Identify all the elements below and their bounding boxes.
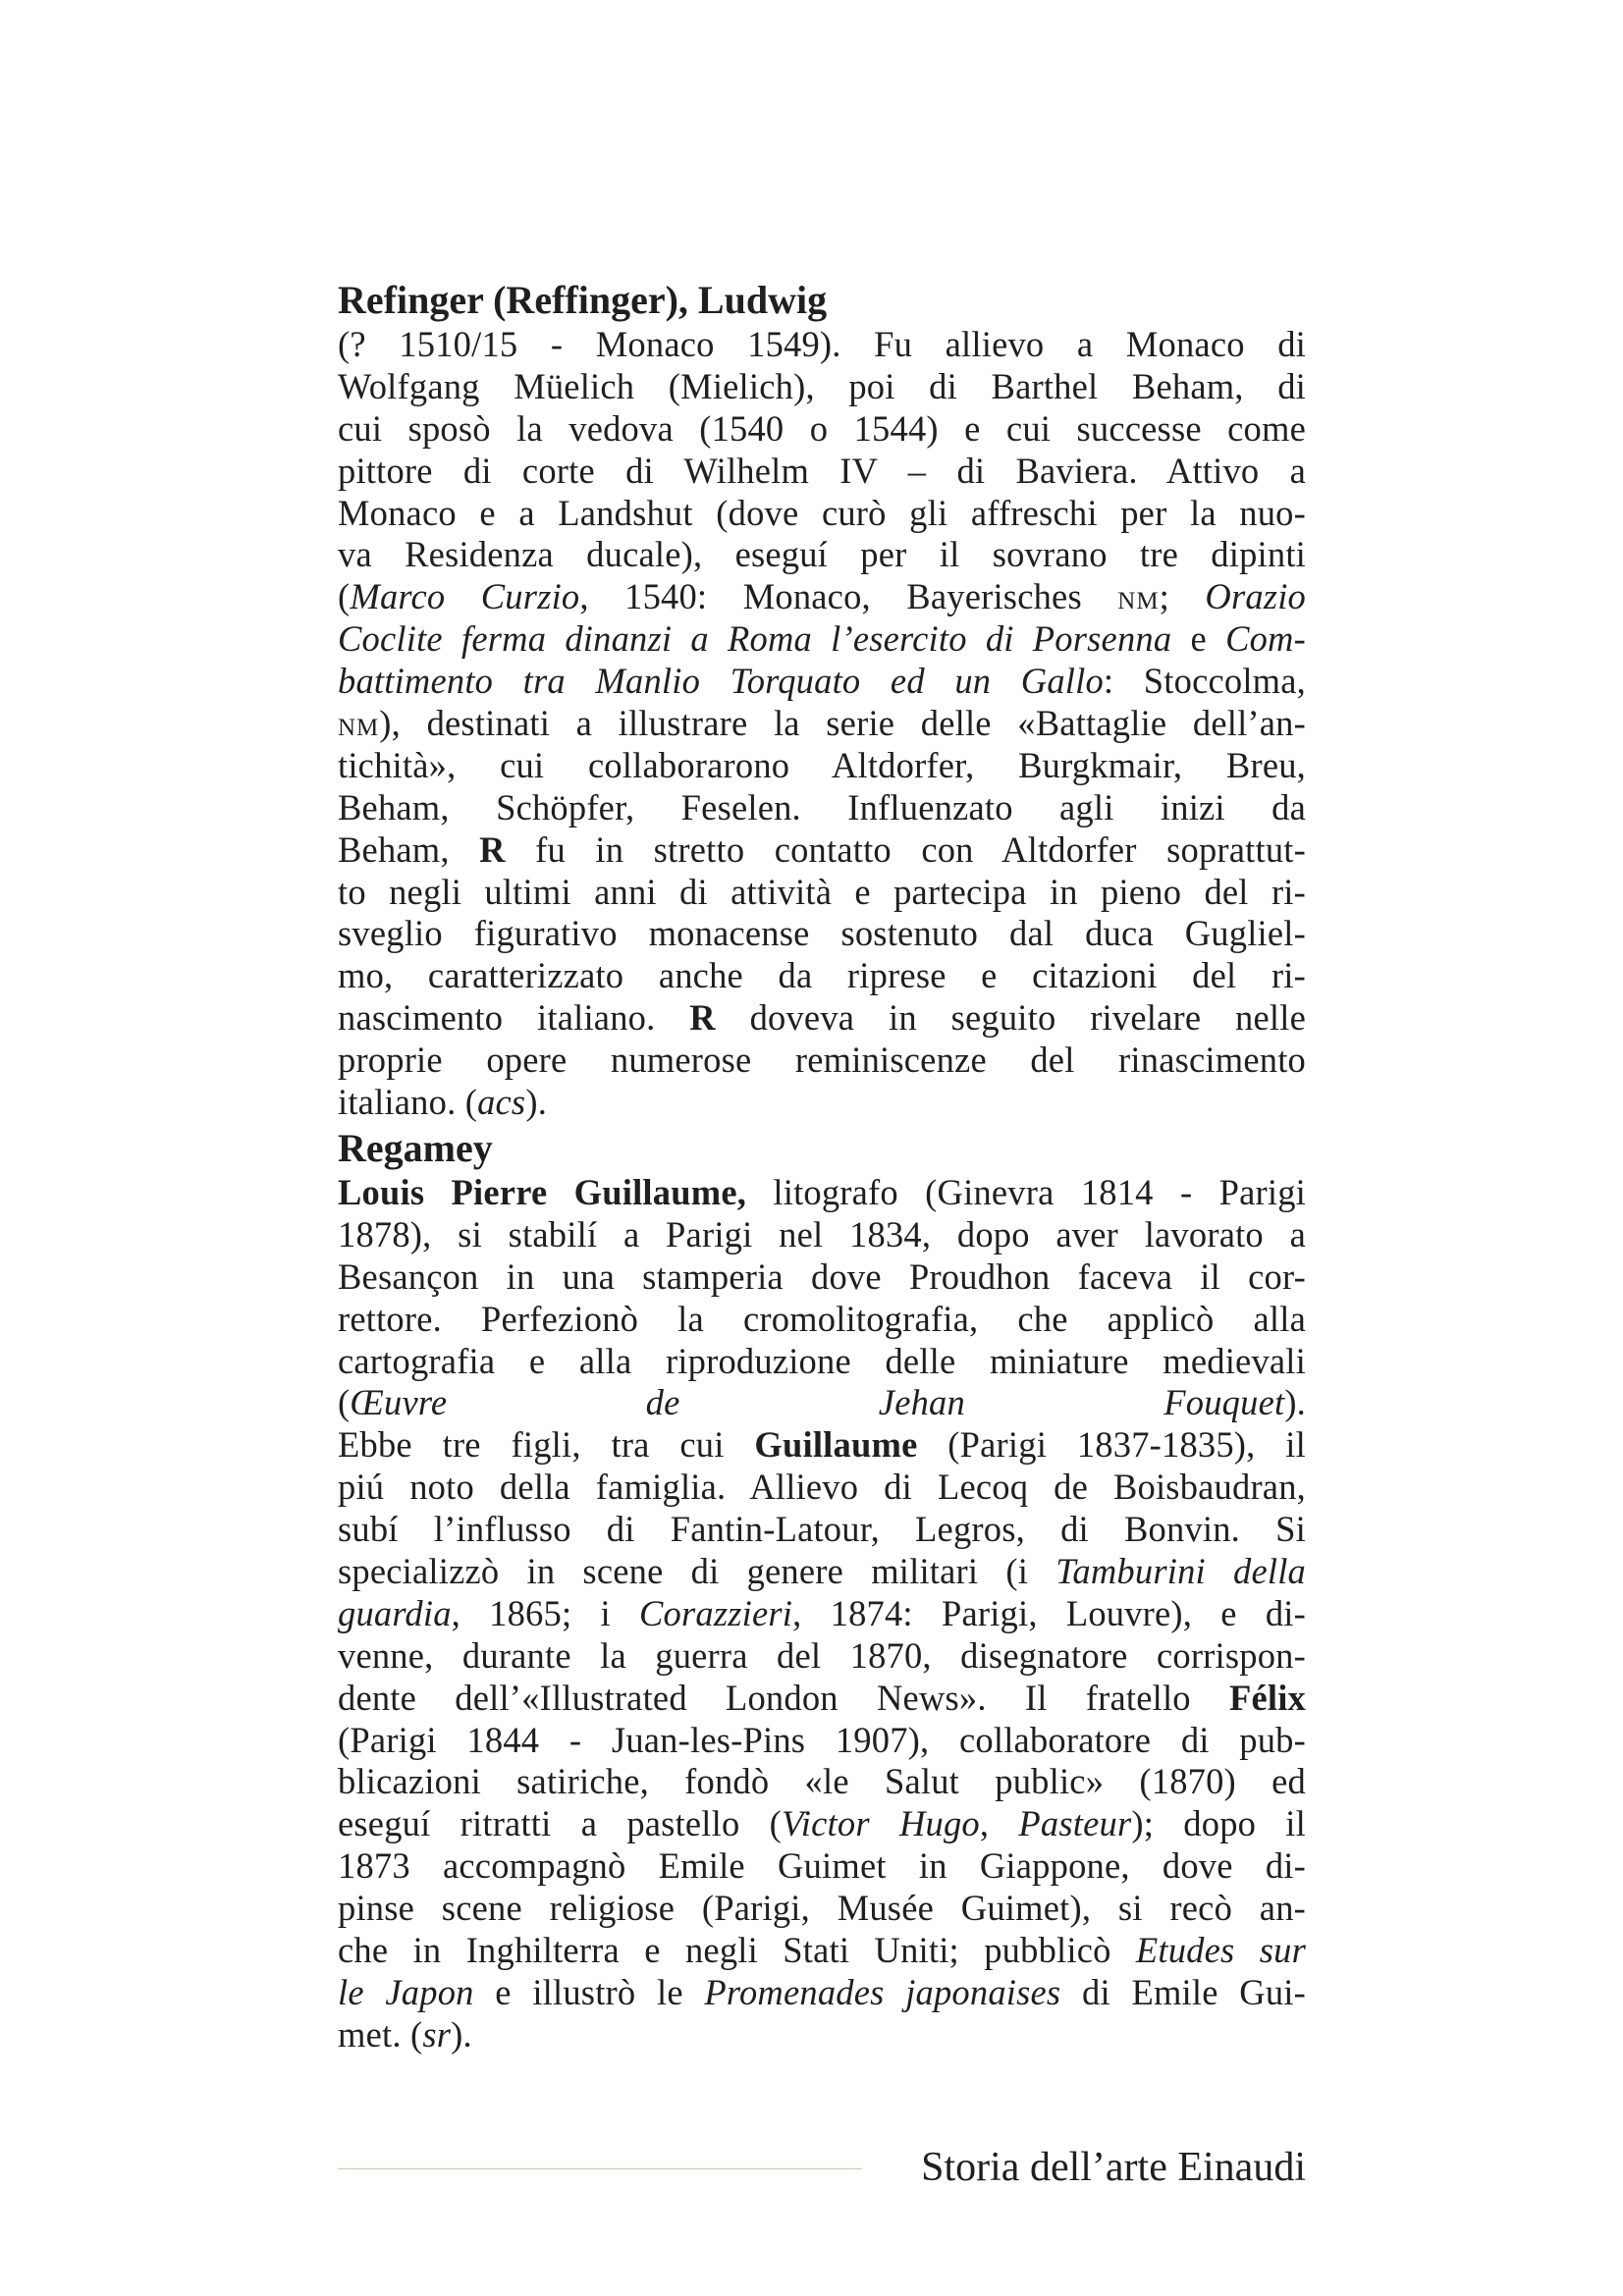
text-run: nascimento italiano. [338,997,690,1039]
text-line [338,1382,1306,1424]
italic-text: sr [422,2013,452,2055]
text-run: dente dell’«Illustrated London News». Il fratello [338,1677,1229,1718]
text-run: , [979,1803,1019,1844]
text-line [338,745,1306,787]
text-run: e illustrò le [473,1971,705,2012]
text-line [338,1845,1306,1888]
entry-refinger [338,277,1306,1124]
text-run: fu in stretto contatto con Altdorfer soprattut- [505,828,1306,870]
text-line [338,1635,1306,1678]
italic-text: Corazzieri [638,1592,793,1633]
text-run: Wolfgang Müelich (Mielich), poi di Barthel Beham, di [338,365,1306,406]
italic-text: Coclite ferma dinanzi a Roma l’esercito di Porsenna [338,618,1172,660]
text-line [338,1509,1306,1551]
text-run: che in Inghilterra e negli Stati Uniti; pubblicò [338,1930,1136,1971]
text-run: 1873 accompagnò Emile Guimet in Giappone, dove di- [338,1845,1306,1887]
text-line [338,1678,1306,1720]
text-run: : Stoccolma, [1103,661,1306,702]
text-run: e [1171,618,1226,660]
italic-text: Pasteur [1018,1803,1132,1844]
text-line [338,1593,1306,1635]
text-run: Beham, [338,828,480,870]
text-line [338,576,1306,618]
bold-text: Félix [1228,1677,1306,1718]
text-run: pittore di corte di Wilhelm IV – di Baviera. Attivo a [338,450,1306,491]
text-run: pinse scene religiose (Parigi, Musée Guimet), si recò an- [338,1888,1306,1929]
entry-body [338,324,1306,1124]
italic-text: guardia [338,1592,452,1633]
text-run: Beham, Schöpfer, Feselen. Influenzato agli inizi da [338,786,1306,828]
text-run: ); dopo il [1131,1803,1306,1844]
text-run: met. ( [338,2013,423,2055]
text-line [338,2014,1306,2056]
text-run: proprie opere numerose reminiscenze del rinascimento [338,1040,1306,1081]
italic-text: Com- [1225,618,1306,660]
text-run: eseguí ritratti a pastello ( [338,1803,783,1844]
small-caps-text: NM [1117,588,1160,615]
text-line [338,1424,1306,1467]
text-run: specializzò in scene di genere militari (i [338,1551,1056,1592]
text-run: ). [451,2013,472,2055]
text-line [338,661,1306,703]
text-line [338,408,1306,451]
text-run: (? 1510/15 - Monaco 1549). Fu allievo a Monaco di [338,324,1306,364]
text-line [338,997,1306,1040]
entry-regamey [338,1125,1306,2056]
text-line [338,703,1306,745]
italic-text: acs [477,1082,526,1123]
text-line [338,366,1306,408]
text-line [338,829,1306,872]
text-line [338,1888,1306,1930]
text-line [338,1467,1306,1509]
text-run: (Parigi 1844 - Juan-les-Pins 1907), collaboratore di pub- [338,1719,1306,1760]
italic-text: le Japon [338,1971,474,2012]
text-line [338,1341,1306,1383]
text-line [338,618,1306,661]
bold-text: Guillaume [754,1424,918,1466]
text-line [338,534,1306,576]
text-run: ). [525,1082,548,1123]
text-run: , 1874: Parigi, Louvre), e di- [792,1592,1306,1633]
text-run: Monaco e a Landshut (dove curò gli affreschi per la nuo- [338,492,1306,533]
entry-title: Refinger (Reffinger), Ludwig [338,278,828,322]
text-line [338,1299,1306,1341]
text-line [338,1256,1306,1299]
italic-text: Orazio [1205,576,1306,617]
text-line [338,1172,1306,1214]
text-line [338,872,1306,914]
text-run: di Emile Gui- [1060,1971,1306,2012]
text-line [338,493,1306,535]
text-run: piú noto della famiglia. Allievo di Lecoq de Boisbaudran, [338,1467,1306,1508]
text-run: ), destinati a illustrare la serie delle «Battaglie dell’an- [379,703,1306,744]
text-line [338,1082,1306,1124]
text-line [338,913,1306,955]
text-run: 1878), si stabilí a Parigi nel 1834, dopo aver lavorato a [338,1213,1306,1255]
text-run: ( [338,1382,351,1423]
text-line [338,1972,1306,2014]
text-run: (Parigi 1837-1835), il [917,1424,1306,1466]
text-run: , 1865; i [451,1592,639,1633]
text-line [338,1214,1306,1256]
text-run: litografo (Ginevra 1814 - Parigi [746,1172,1306,1212]
text-line [338,324,1306,366]
text-line [338,1803,1306,1845]
text-run: ). [1284,1382,1306,1423]
text-line [338,1761,1306,1803]
italic-text: Œuvre de Jehan Fouquet [350,1382,1285,1423]
text-run: Ebbe tre figli, tra cui [338,1424,755,1466]
italic-text: Marco Curzio [350,576,580,617]
text-run: ( [338,576,351,617]
italic-text: Promenades japonaises [704,1971,1061,2012]
text-run: subí l’influsso di Fantin-Latour, Legros, di Bonvin. Si [338,1509,1306,1550]
italic-text: Tamburini della [1055,1551,1306,1592]
text-run: doveva in seguito rivelare nelle [715,997,1306,1039]
text-line [338,1720,1306,1762]
bold-text: R [689,997,716,1039]
italic-text: Etudes sur [1135,1930,1307,1971]
entry-title: Regamey [338,1126,493,1170]
italic-text: Victor Hugo [782,1803,980,1844]
small-caps-text: NM [338,715,380,742]
text-line [338,1930,1306,1972]
text-run: rettore. Perfezionò la cromolitografia, che applicò alla [338,1298,1306,1339]
text-run: cui sposò la vedova (1540 o 1544) e cui successe come [338,407,1306,449]
italic-text: battimento tra Manlio Torquato ed un Gallo [338,661,1104,702]
text-run: mo, caratterizzato anche da riprese e citazioni del ri- [338,955,1306,996]
text-run: tichità», cui collaborarono Altdorfer, Burgkmair, Breu, [338,744,1306,785]
text-line [338,451,1306,493]
text-run: va Residenza ducale), eseguí per il sovrano tre dipinti [338,534,1306,575]
entry-body [338,1172,1306,2056]
bold-text: Louis Pierre Guillaume, [338,1172,747,1212]
text-line [338,955,1306,997]
footer-publication-title: Storia dell’arte Einaudi [921,2145,1306,2190]
text-line [338,1040,1306,1082]
text-line [338,1551,1306,1593]
text-run: blicazioni satiriche, fondò «le Salut public» (1870) ed [338,1761,1306,1802]
text-run: to negli ultimi anni di attività e partecipa in pieno del ri- [338,871,1306,912]
text-run: , 1540: Monaco, Bayerisches [579,576,1118,617]
text-line [338,787,1306,829]
text-run: italiano. ( [338,1082,478,1123]
bold-text: R [479,828,506,870]
text-run: ; [1159,576,1206,617]
text-run: venne, durante la guerra del 1870, disegnatore corrispon- [338,1634,1306,1676]
text-run: Besançon in una stamperia dove Proudhon faceva il cor- [338,1255,1306,1297]
text-run: cartografia e alla riproduzione delle miniature medievali [338,1340,1306,1381]
footer-rule [338,2168,862,2169]
text-run: sveglio figurativo monacense sostenuto dal duca Gugliel- [338,913,1306,954]
